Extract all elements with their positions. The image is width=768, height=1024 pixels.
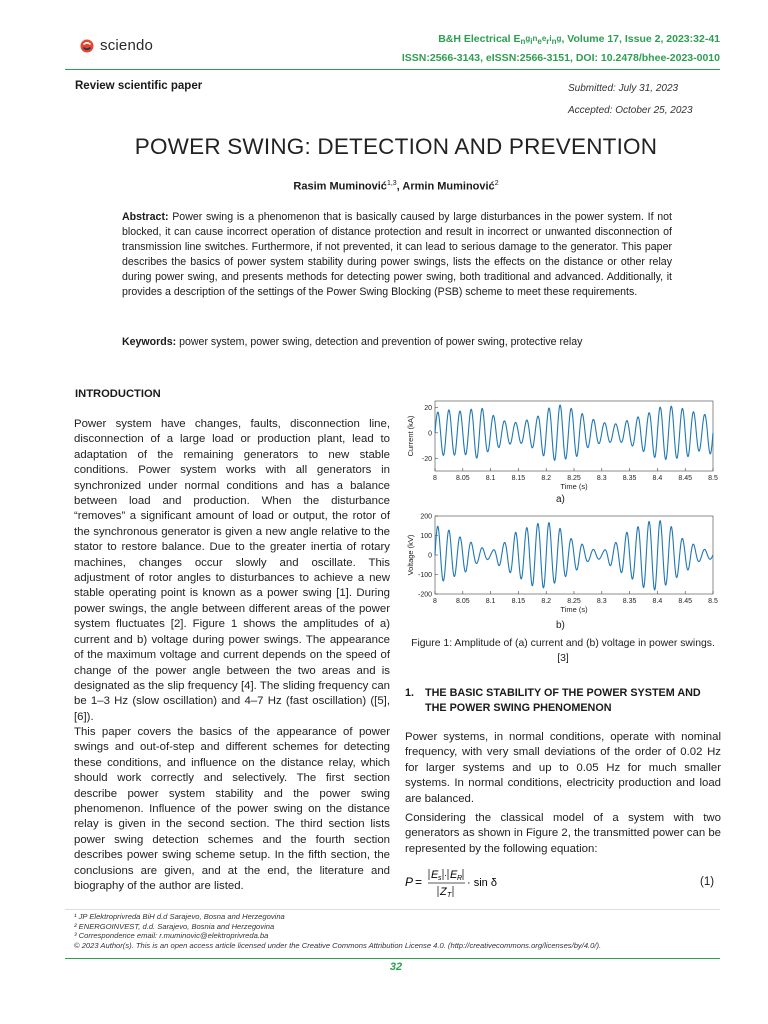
journal-letter: i xyxy=(530,37,533,46)
journal-letter: g xyxy=(525,34,531,43)
paragraph: Power system have changes, faults, disconnection line, disconnection of a large load or production plant, lead to adaptation of the remaining generators to new stable conditions. Power system works with all generators in synchronized under normal conditions and has a balance between load and production. When the disturbance “removes” a significant amount of load or output, the rotor of the synchronous generator is given a new angle relative to the stator to restore balance. Due to the greater inertia of rotary machines, changes occur slowly and oscillate. This adjustment of rotor angles to disturbances to achieve a new stable operating point is known as a power swing [1]. During power swings, the angle between different areas of the power system fluctuates [2]. Figure 1 shows the amplitudes of a) current and b) voltage during power swings. The appearance of the maximum voltage and current depends on the speed of change of the power angle between the two areas and is designated as the slip frequency [4]. The sliding frequency can be 1–3 Hz (slow oscillation) and 4–7 Hz (fast oscillation) ([5],[6]). xyxy=(74,418,390,723)
journal-citation: B&H Electrical Engineering, Volume 17, Issue 2, 2023:32-41 xyxy=(438,33,720,46)
y-tick-label: 100 xyxy=(420,533,432,540)
journal-name-stylized xyxy=(513,33,561,45)
figure-sublabel: b) xyxy=(556,620,565,631)
series-line xyxy=(435,405,713,460)
x-tick-label: 8.15 xyxy=(511,598,526,605)
section-number: 1. xyxy=(405,687,415,699)
publisher-logo xyxy=(80,37,153,54)
journal-letter: n xyxy=(532,34,538,43)
author-list: Rasim Muminović$^{1,3}$, Armin Muminović$^2$ xyxy=(293,180,499,193)
paragraph: This paper covers the basics of the appearance of power swings and out-of-step and different schemes for detecting these conditions, and influence on the distance relay, which should work correctly and selectively. The first section describe power system stability and the power swing phenomenon. Influence of the power swing on the distance relay is given in the second section. The third section lists power swing detection schemes and the fourth section describes power swing scheme setup. In the fifth section, the conclusions are given, and at the end, the literature and biography of the author are listed. xyxy=(74,726,390,893)
license-note: © 2023 Author(s). This is an open access article licensed under the Creative Commons Attribution License 4.0. (http://creativecommons.org/licenses/by/4.0/). xyxy=(74,940,602,950)
equation-number: (1) xyxy=(700,876,715,888)
footer-divider xyxy=(65,958,720,959)
keywords-text: power system, power swing, detection and prevention of power swing, protective relay xyxy=(176,336,583,348)
author-affiliation: 2 xyxy=(494,180,499,187)
journal-letter: g xyxy=(556,34,562,43)
x-tick-label: 8.3 xyxy=(596,598,607,605)
y-tick-label: -100 xyxy=(417,572,432,579)
author-name: Rasim Muminović xyxy=(293,180,387,193)
figure-sublabel: a) xyxy=(556,494,565,505)
keywords-label: Keywords: xyxy=(122,336,177,348)
page-number: 32 xyxy=(389,961,403,973)
series-line xyxy=(435,521,713,590)
eq-symbol: P xyxy=(405,875,414,889)
voltage-plot xyxy=(405,510,725,618)
x-axis-label: Time (s) xyxy=(560,482,588,491)
publisher-name: sciendo xyxy=(100,37,154,54)
x-tick-label: 8.2 xyxy=(541,475,552,482)
x-tick-label: 8.1 xyxy=(485,475,496,482)
x-tick-label: 8.4 xyxy=(652,475,663,482)
x-tick-label: 8.1 xyxy=(485,598,496,605)
abstract xyxy=(122,210,672,301)
y-tick-label: 0 xyxy=(428,552,432,560)
header-divider xyxy=(65,69,720,70)
journal-letter: r xyxy=(546,37,550,46)
svg-text:·: · xyxy=(444,870,447,880)
footnote: ² ENERGOINVEST, d.d. Sarajevo, Bosnia and Herzegovina xyxy=(74,921,275,931)
x-tick-label: 8.05 xyxy=(455,598,470,605)
x-tick-label: 8.25 xyxy=(567,475,581,482)
journal-issn-doi: ISSN:2566-3143, eISSN:2566-3151, DOI: 10.2478/bhee-2023-0010 xyxy=(401,52,720,64)
x-tick-label: 8.35 xyxy=(622,475,637,482)
journal-info xyxy=(402,30,720,67)
paper-type: Review scientific paper xyxy=(75,80,203,92)
x-tick-label: 8.25 xyxy=(567,598,581,605)
y-axis-label: Voltage (kV) xyxy=(406,534,415,576)
x-tick-label: 8.5 xyxy=(708,598,718,605)
journal-letter: i xyxy=(549,34,552,43)
paragraph: Power systems, in normal conditions, operate with nominal frequency, with very small deviations of the order of 0.02 Hz for larger systems and up to 0.05 Hz for much smaller systems. In normal conditions, electricity production and load are balanced. xyxy=(405,731,721,805)
section-heading xyxy=(405,686,725,716)
section-heading: INTRODUCTION xyxy=(75,388,161,400)
eq-symbol: = xyxy=(415,875,423,889)
footnote: ¹ JP Elektroprivreda BiH d.d Sarajevo, Bosna and Herzegovina xyxy=(74,912,285,921)
submission-dates xyxy=(568,78,693,122)
current-plot xyxy=(405,395,725,495)
sciendo-logo-icon xyxy=(80,39,94,53)
x-tick-label: 8 xyxy=(433,475,437,482)
journal-letter: n xyxy=(551,37,557,46)
x-tick-label: 8.2 xyxy=(541,598,552,605)
x-tick-label: 8.45 xyxy=(678,475,693,482)
y-axis-label: Current (kA) xyxy=(406,415,415,457)
eq-symbol: · sin δ xyxy=(467,877,497,889)
accepted-date: Accepted: October 25, 2023 xyxy=(568,105,693,116)
section-title: THE BASIC STABILITY OF THE POWER SYSTEM AND THE POWER SWING PHENOMENON xyxy=(425,687,701,714)
x-tick-label: 8.5 xyxy=(708,475,718,482)
x-tick-label: 8.3 xyxy=(596,475,607,482)
journal-letter: E xyxy=(513,33,521,45)
eq-symbol: Z xyxy=(440,886,447,898)
y-tick-label: 200 xyxy=(420,513,432,521)
author-affiliation: 1,3 xyxy=(386,180,397,187)
keywords xyxy=(122,336,682,348)
x-tick-label: 8 xyxy=(433,598,437,605)
author-name: Armin Muminović xyxy=(402,180,495,193)
journal-letter: e xyxy=(537,37,542,46)
journal-letter: n xyxy=(520,37,526,46)
submitted-date: Submitted: July 31, 2023 xyxy=(568,83,679,94)
eq-symbol: s xyxy=(438,875,442,882)
figure-caption: Figure 1: Amplitude of (a) current and (b) voltage in power swings. [3] xyxy=(411,638,715,664)
paragraph: Considering the classical model of a system with two generators as shown in Figure 2, the transmitted power can be represented by the following equation: xyxy=(405,812,721,855)
eq-symbol: R xyxy=(457,875,463,882)
journal-letter: e xyxy=(541,34,547,43)
eq-symbol: E xyxy=(431,869,439,881)
footnotes xyxy=(74,912,601,950)
y-tick-label: -20 xyxy=(421,455,432,463)
x-tick-label: 8.35 xyxy=(622,598,637,605)
abstract-text: Power swing is a phenomenon that is basically caused by large disturbances in the power system. If not blocked, it can cause incorrect operation of distance protection and result in incorrect or unwanted disconnection of transmission line switches. Furthermore, if not prevented, it can lead to serious damage to the generator. This paper describes the basics of power system stability during power swings, lists the effects on the distance or other relay during power swing, and presents methods for detecting power swing, both traditional and advanced. Additionally, it provides a description of the settings of the Power Swing Blocking (PSB) scheme to meet these requirements. xyxy=(122,211,672,299)
y-tick-label: -200 xyxy=(417,591,432,599)
footnote: ³ Correspondence email: r.muminovic@elektroprivreda.ba xyxy=(74,931,269,941)
x-tick-label: 8.4 xyxy=(652,598,663,605)
x-tick-label: 8.15 xyxy=(511,475,526,482)
x-tick-label: 8.05 xyxy=(455,475,470,482)
abstract-label: Abstract: xyxy=(122,211,169,223)
y-tick-label: 20 xyxy=(424,404,432,412)
eq-symbol: T xyxy=(447,892,452,899)
x-tick-label: 8.45 xyxy=(678,598,693,605)
y-tick-label: 0 xyxy=(428,430,432,438)
x-axis-label: Time (s) xyxy=(560,605,588,614)
paper-title: POWER SWING: DETECTION AND PREVENTION xyxy=(134,134,658,159)
eq-symbol: E xyxy=(450,869,458,881)
equation xyxy=(405,864,721,900)
footnote-divider xyxy=(65,909,720,910)
